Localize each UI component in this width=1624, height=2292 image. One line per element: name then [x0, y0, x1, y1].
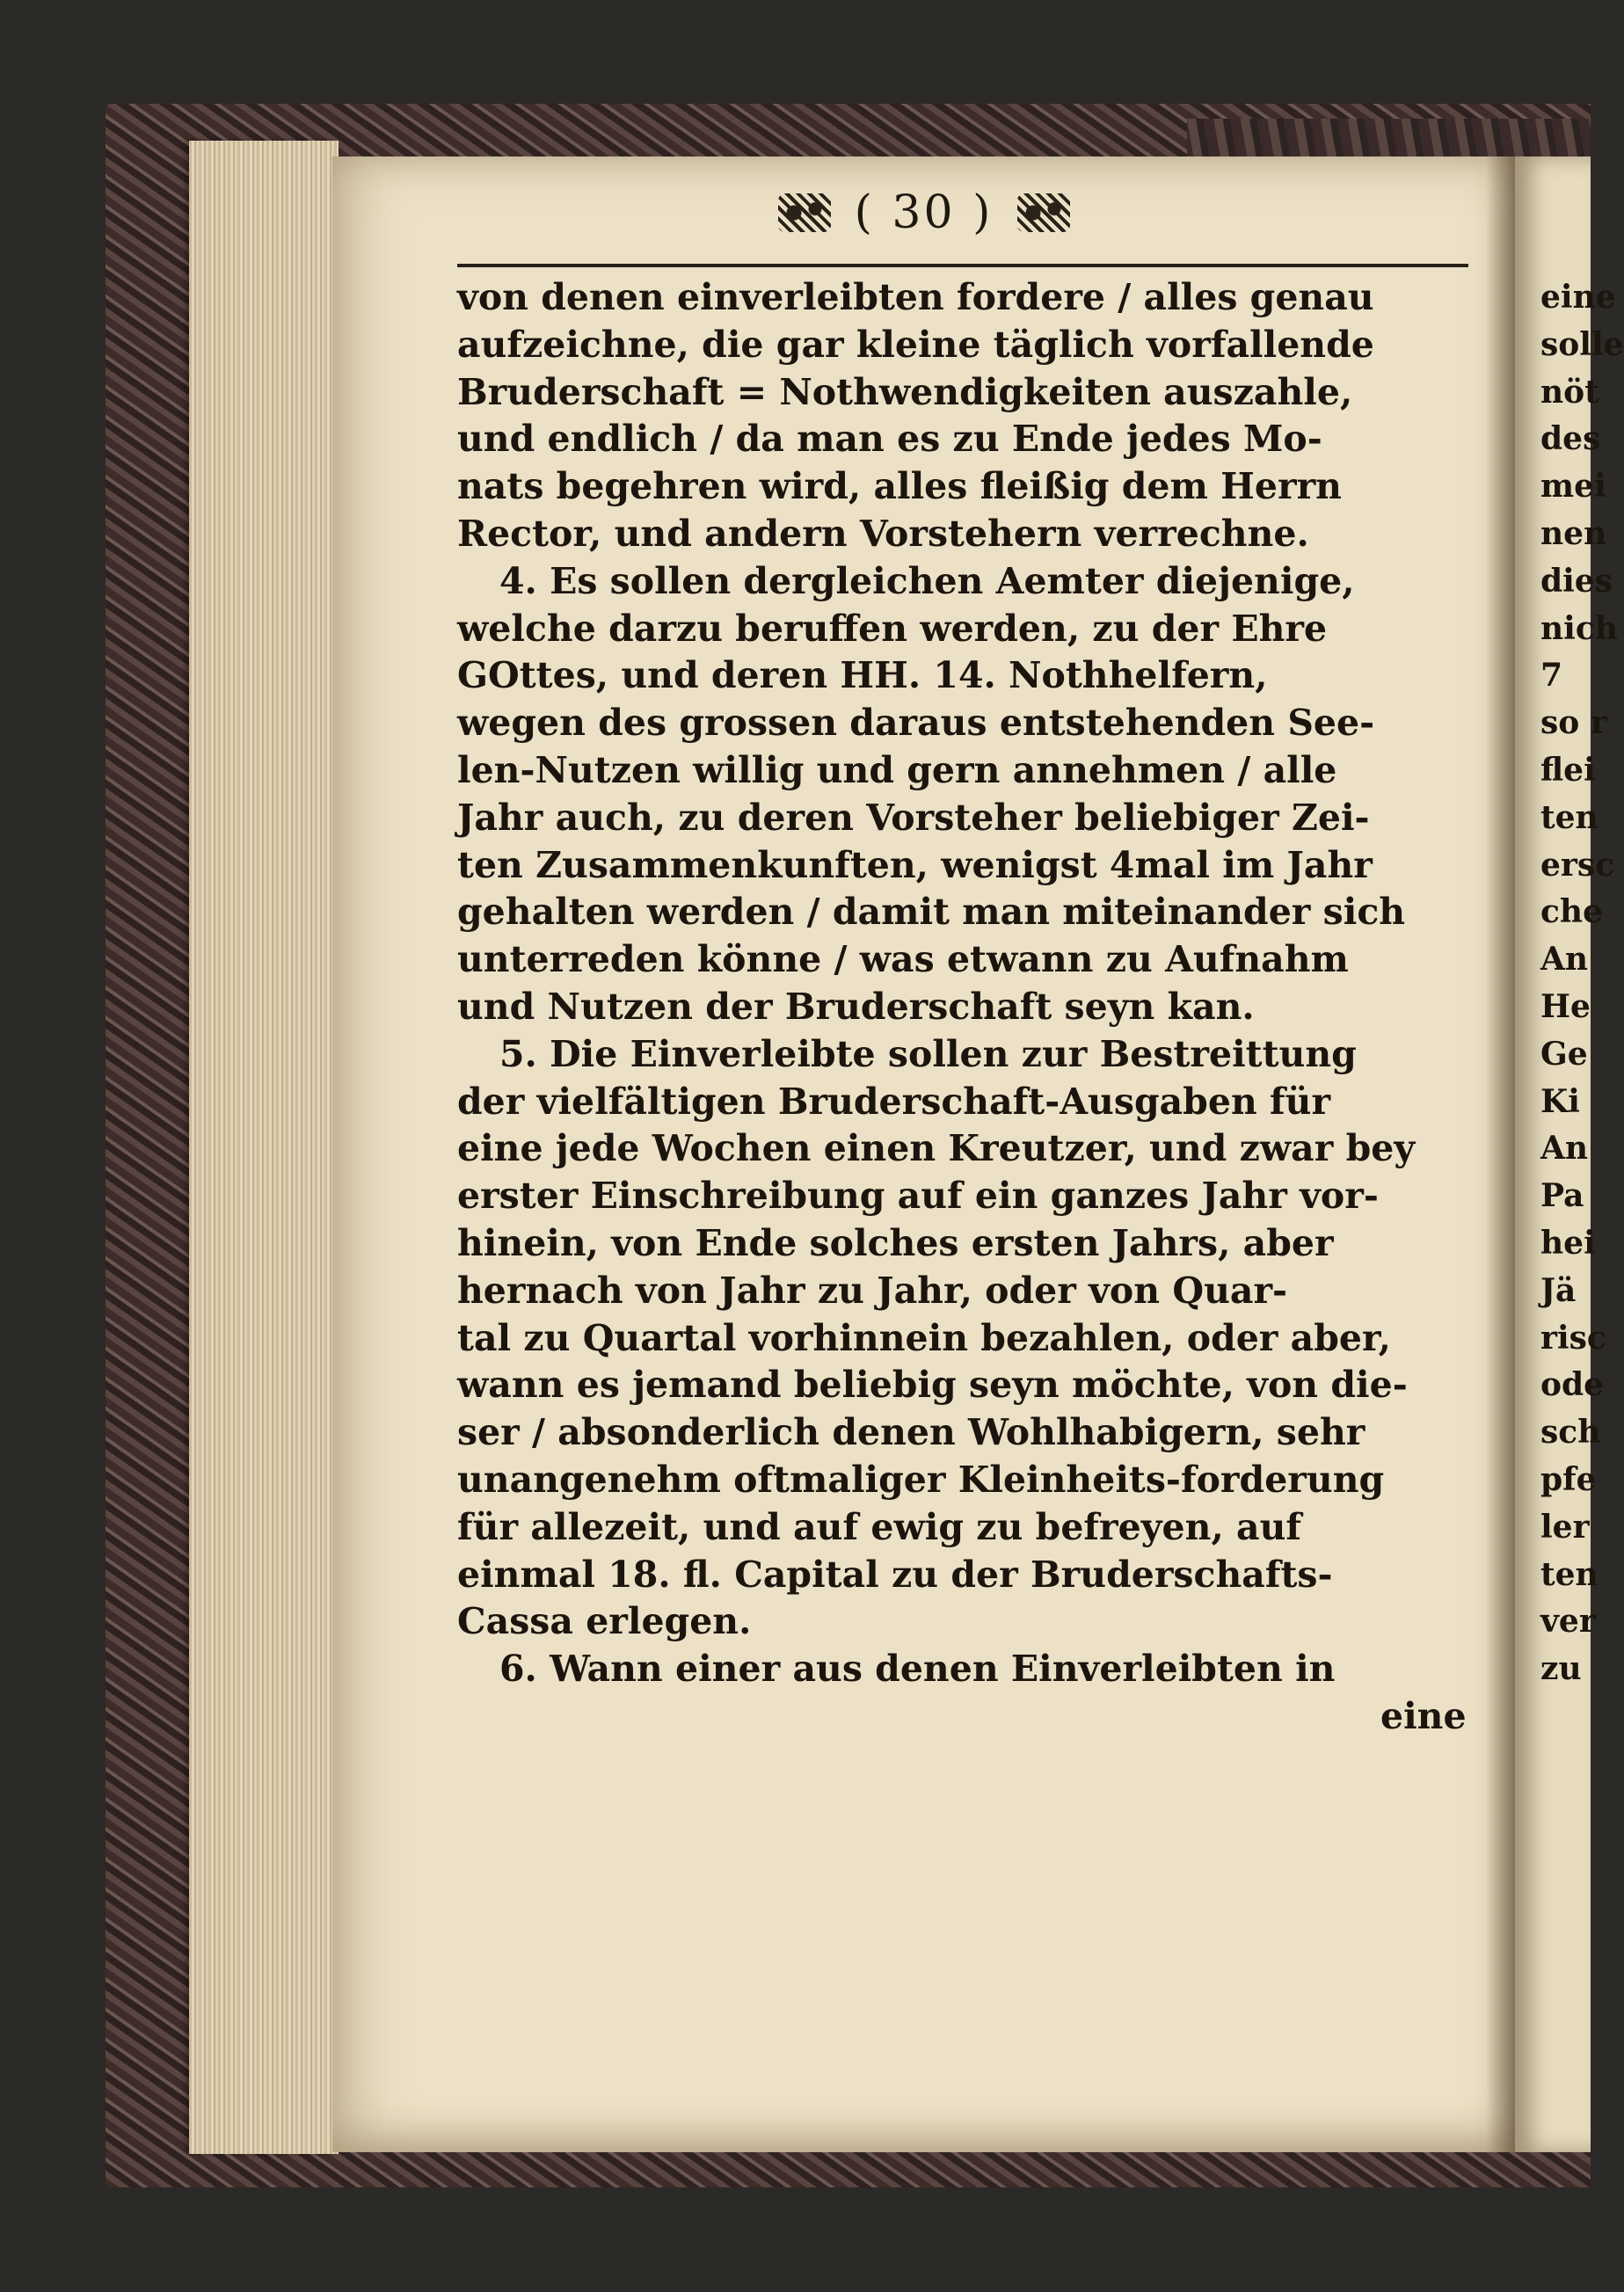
text-line: unterreden könne / was etwann zu Aufnahm — [457, 938, 1349, 981]
text-line: ten Zusammenkunften, wenigst 4mal im Jahr — [457, 843, 1373, 886]
text-line: einmal 18. fl. Capital zu der Bruderschafts- — [457, 1553, 1333, 1596]
facing-line: solle — [1540, 325, 1624, 363]
facing-line: sch — [1540, 1414, 1601, 1452]
facing-line: nen — [1540, 514, 1607, 552]
facing-line: ode — [1540, 1366, 1605, 1404]
facing-line: des — [1540, 420, 1601, 458]
facing-line: ler — [1540, 1508, 1590, 1546]
ornament-left-icon — [778, 193, 831, 232]
facing-line: so r — [1540, 704, 1607, 742]
text-line: Bruderschaft = Nothwendigkeiten auszahle, — [457, 370, 1353, 413]
facing-line: nöt — [1540, 373, 1599, 411]
text-line: gehalten werden / damit man miteinander sich — [457, 891, 1406, 934]
page-text — [457, 274, 1477, 1741]
text-line: der vielfältigen Bruderschaft-Ausgaben für — [457, 1080, 1331, 1123]
facing-line: hei — [1540, 1224, 1596, 1262]
facing-line: zu — [1540, 1650, 1582, 1688]
text-line: hernach von Jahr zu Jahr, oder von Quar- — [457, 1269, 1288, 1312]
text-line: unangenehm oftmaliger Kleinheits-forderung — [457, 1458, 1385, 1501]
facing-line: Pa — [1540, 1177, 1584, 1215]
facing-line: Jä — [1540, 1271, 1577, 1309]
facing-line: ver — [1540, 1603, 1596, 1641]
text-line: tal zu Quartal vorhinnein bezahlen, oder aber, — [457, 1316, 1391, 1359]
text-line: hinein, von Ende solches ersten Jahrs, aber — [457, 1221, 1334, 1264]
header-rule — [457, 264, 1468, 267]
facing-line: He — [1540, 987, 1591, 1025]
paragraph-6-start: 6. Wann einer aus denen Einverleibten in — [499, 1648, 1336, 1691]
facing-page-text — [1540, 274, 1624, 1693]
text-line: wegen des grossen daraus entstehenden See- — [457, 702, 1375, 745]
text-line: für allezeit, und auf ewig zu befreyen, auf — [457, 1505, 1302, 1548]
facing-line: An — [1540, 1130, 1589, 1168]
text-line: eine jede Wochen einen Kreutzer, und zwar bey — [457, 1127, 1416, 1170]
facing-line: ten — [1540, 798, 1599, 836]
text-line: Rector, und andern Vorstehern verrechne. — [457, 512, 1309, 555]
facing-line: dies — [1540, 562, 1613, 600]
catchword: eine — [1380, 1694, 1467, 1737]
text-line: Jahr auch, zu deren Vorsteher beliebiger Zei- — [457, 796, 1370, 839]
text-line: len-Nutzen willig und gern annehmen / alle — [457, 748, 1337, 791]
facing-line: 7 — [1540, 657, 1563, 695]
text-line: nats begehren wird, alles fleißig dem Herrn — [457, 465, 1342, 508]
paragraph-4-start: 4. Es sollen dergleichen Aemter diejenige, — [499, 559, 1355, 602]
text-line: wann es jemand beliebig seyn möchte, von die- — [457, 1364, 1408, 1407]
facing-line: An — [1540, 941, 1589, 979]
text-line: Cassa erlegen. — [457, 1600, 752, 1643]
text-line: welche darzu beruffen werden, zu der Ehre — [457, 607, 1328, 650]
facing-line: flei — [1540, 751, 1596, 789]
page-edges — [189, 141, 339, 2154]
facing-line: ersc — [1540, 846, 1615, 884]
facing-line: Ki — [1540, 1082, 1580, 1120]
facing-line: Ge — [1540, 1035, 1588, 1073]
text-line: GOttes, und deren HH. 14. Nothhelfern, — [457, 654, 1268, 697]
text-line: ser / absonderlich denen Wohlhabigern, sehr — [457, 1411, 1365, 1454]
facing-line: ten — [1540, 1555, 1599, 1593]
facing-line: che — [1540, 893, 1603, 931]
page-number: ( 30 ) — [854, 186, 994, 239]
facing-line: risc — [1540, 1319, 1606, 1357]
page-header — [332, 186, 1515, 248]
text-line: erster Einschreibung auf ein ganzes Jahr vor- — [457, 1175, 1379, 1218]
ornament-right-icon — [1017, 193, 1070, 232]
facing-line: mei — [1540, 468, 1606, 506]
facing-line: pfe — [1540, 1460, 1597, 1498]
facing-line: nich — [1540, 609, 1618, 647]
text-line: von denen einverleibten fordere / alles genau — [457, 276, 1374, 318]
text-line: aufzeichne, die gar kleine täglich vorfallende — [457, 323, 1374, 366]
facing-line: eine — [1540, 279, 1616, 316]
paragraph-5-start: 5. Die Einverleibte sollen zur Bestreittung — [499, 1032, 1357, 1075]
text-line: und Nutzen der Bruderschaft seyn kan. — [457, 985, 1255, 1028]
text-line: und endlich / da man es zu Ende jedes Mo- — [457, 418, 1322, 461]
